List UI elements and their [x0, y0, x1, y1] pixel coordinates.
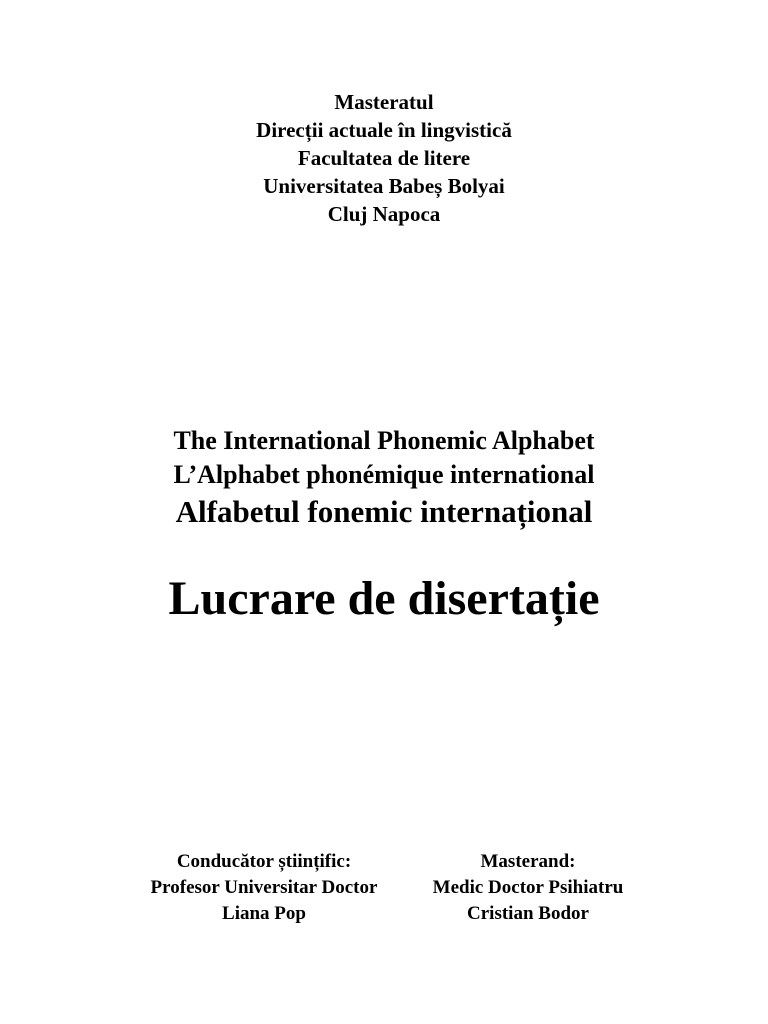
- supervisor-name: Liana Pop: [222, 903, 306, 924]
- document-type: Lucrare de disertație: [168, 572, 600, 625]
- title-french: L’Alphabet phonémique international: [173, 460, 595, 489]
- student-block: [406, 849, 650, 927]
- supervisor-title: Profesor Universitar Doctor: [150, 877, 378, 898]
- thesis-titles: [0, 424, 768, 532]
- document-type-heading: [0, 568, 768, 630]
- program-name: Masteratul: [334, 90, 434, 114]
- institution-header: [0, 88, 768, 228]
- faculty-name: Facultatea de litere: [297, 146, 471, 170]
- university-name: Universitatea Babeș Bolyai: [263, 174, 505, 198]
- program-title: Direcții actuale în lingvistică: [256, 118, 512, 142]
- student-role: Masterand:: [480, 851, 576, 872]
- title-english: The International Phonemic Alphabet: [173, 426, 595, 455]
- student-title: Medic Doctor Psihiatru: [432, 877, 624, 898]
- supervisor-role: Conducător științific:: [176, 851, 352, 872]
- supervisor-block: [132, 849, 396, 927]
- city-name: Cluj Napoca: [327, 202, 441, 226]
- student-name: Cristian Bodor: [467, 903, 589, 924]
- title-romanian: Alfabetul fonemic internațional: [175, 494, 593, 529]
